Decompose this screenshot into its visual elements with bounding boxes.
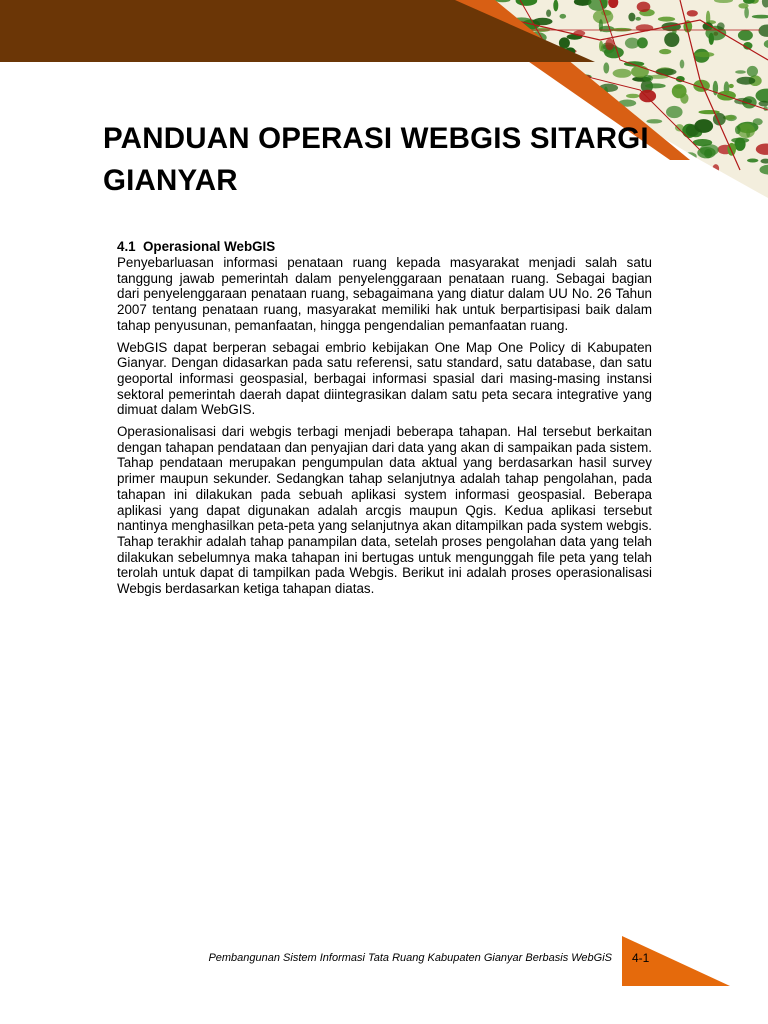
paragraph: Penyebarluasan informasi penataan ruang kepada masyarakat menjadi salah satu tanggung jawab pemerintah dalam penyelenggaraan penataan ruang. Sebagai bagian dari penyelenggaraan penataan ruang, sebagaimana yang diatur dalam UU No. 26 Tahun 2007 tentang penataan ruang, masyarakat memiliki hak untuk berpartisipasi baik dalam tahap penyusunan, pemanfaatan, hingga pengendalian pemanfaatan ruang.: [117, 255, 652, 333]
paragraph: Operasionalisasi dari webgis terbagi menjadi beberapa tahapan. Hal tersebut berkaitan dengan tahapan pendataan dan penyajian dari data yang akan di sampaikan pada sistem. Tahap pendataan merupakan pengumpulan data aktual yang berdasarkan hasil survey primer maupun sekunder. Sedangkan tahap selanjutnya adalah tahap pengolahan, pada tahapan ini dilakukan pada sebuah aplikasi system informasi geospasial. Beberapa aplikasi yang dapat digunakan adalah arcgis maupun Qgis. Kedua aplikasi tersebut nantinya menghasilkan peta-peta yang selanjutnya akan ditampilkan pada system webgis. Tahap terakhir adalah tahap panampilan data, setelah proses pengolahan data yang telah dilakukan sebelumnya maka tahapan ini bertugas untuk mengunggah file peta yang telah terolah untuk dapat di tampilkan pada Webgis. Berikut ini adalah proses operasionalisasi Webgis berdasarkan ketiga tahapan diatas.: [117, 424, 652, 597]
chapter-title: PANDUAN OPERASI WEBGIS SITARGI GIANYAR: [103, 122, 649, 197]
paragraph: WebGIS dapat berperan sebagai embrio kebijakan One Map One Policy di Kabupaten Gianyar. Dengan didasarkan pada satu referensi, satu standard, satu database, dan satu geoportal informasi geospasial, berbagai informasi spasial dari masing-masing instansi sektoral pemerintah daerah dapat diintegrasikan dalam satu peta secara integrative yang dimuat dalam WebGIS.: [117, 339, 652, 418]
footer-caption: Pembangunan Sistem Informasi Tata Ruang Kabupaten Gianyar Berbasis WebGiS: [208, 952, 612, 964]
section-title: Operasional WebGIS: [143, 239, 276, 254]
section-number: 4.1: [117, 239, 136, 254]
page-number: 4-1: [632, 951, 650, 965]
section-heading: [117, 238, 652, 255]
section-content: [117, 238, 652, 603]
